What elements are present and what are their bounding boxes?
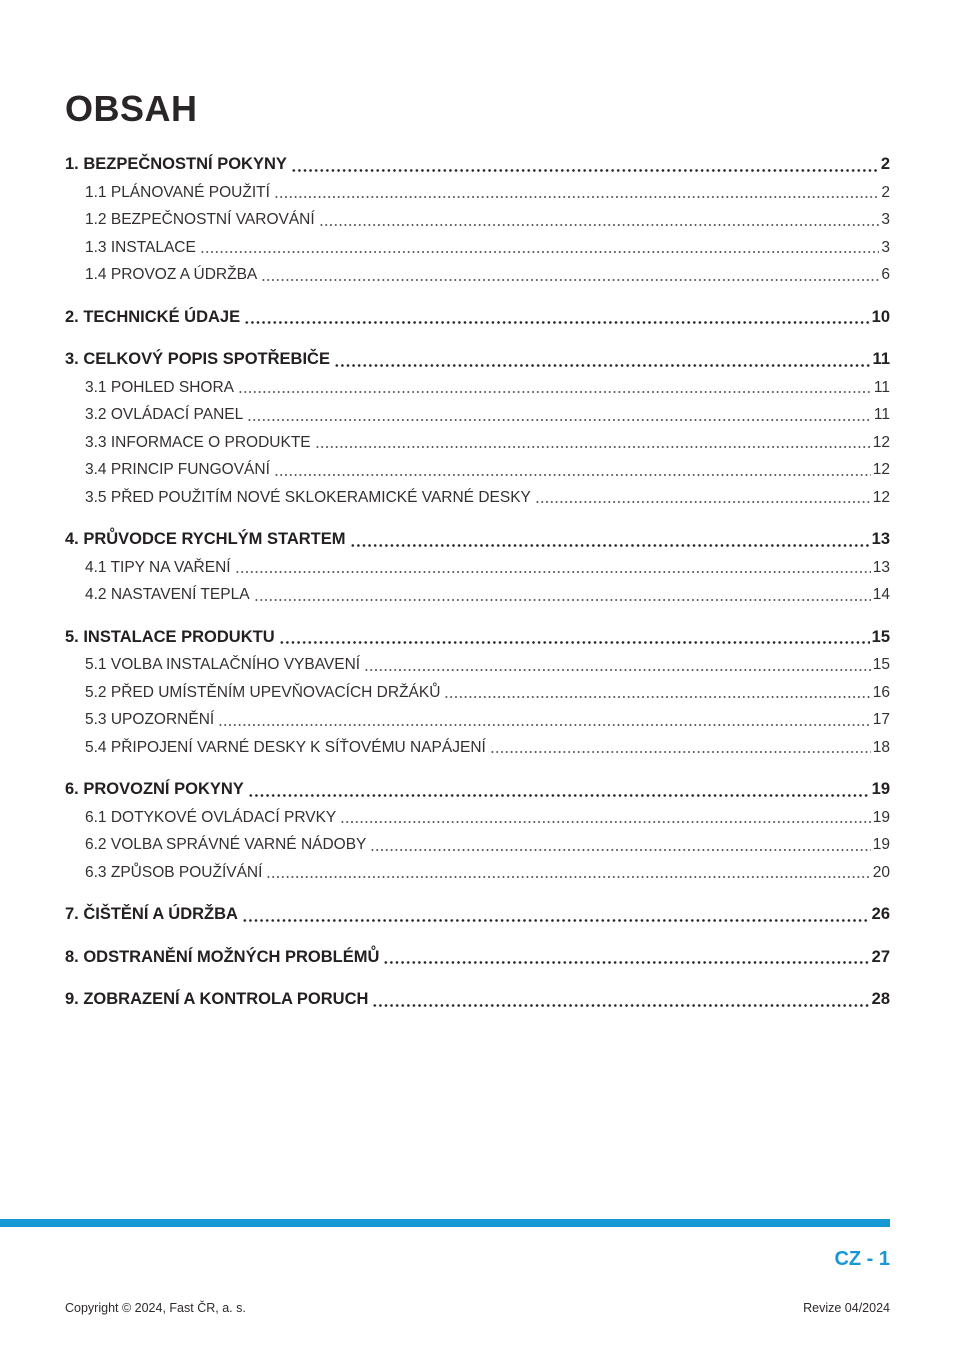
toc-subentry[interactable]	[65, 456, 890, 484]
dotted-leader	[364, 651, 871, 679]
toc-subentry-page: 18	[872, 738, 890, 756]
dotted-leader	[315, 429, 871, 457]
toc-subentry-label: 4.2 NASTAVENÍ TEPLA	[85, 586, 250, 603]
toc-subentry-label: 3.4 PRINCIP FUNGOVÁNÍ	[85, 461, 270, 478]
toc-subentry-page: 6	[881, 266, 890, 283]
toc-entry[interactable]	[65, 526, 890, 554]
toc-subentry-page: 11	[873, 406, 890, 423]
dotted-leader	[535, 484, 871, 512]
toc-subentry-page: 19	[872, 836, 890, 853]
toc-subentry[interactable]	[65, 429, 890, 457]
toc-entry-label: 8. ODSTRANĚNÍ MOŽNÝCH PROBLÉMŮ	[65, 947, 380, 966]
dotted-leader	[279, 624, 870, 652]
toc-subentry-page: 11	[873, 378, 890, 396]
toc-entry[interactable]	[65, 346, 890, 374]
dotted-leader	[340, 804, 871, 832]
toc-subentry[interactable]	[65, 804, 890, 832]
toc-subentry[interactable]	[65, 484, 890, 512]
copyright-text: Copyright © 2024, Fast ČR, a. s.	[65, 1301, 246, 1315]
toc-entry-label: 3. CELKOVÝ POPIS SPOTŘEBIČE	[65, 350, 330, 368]
toc-section-group	[65, 304, 890, 332]
toc-subentry-label: 6.1 DOTYKOVÉ OVLÁDACÍ PRVKY	[85, 808, 337, 826]
toc-subentry-label: 6.3 ZPŮSOB POUŽÍVÁNÍ	[85, 863, 263, 881]
toc-subentry-page: 16	[872, 683, 890, 701]
toc-entry-label: 1. BEZPEČNOSTNÍ POKYNY	[65, 155, 287, 173]
dotted-leader	[490, 734, 871, 762]
toc-subentry[interactable]	[65, 831, 890, 859]
dotted-leader	[235, 554, 871, 582]
toc-entry-label: 9. ZOBRAZENÍ A KONTROLA PORUCH	[65, 990, 369, 1008]
toc-section-group	[65, 526, 890, 609]
toc-section-group	[65, 944, 890, 972]
toc-subentry[interactable]	[65, 734, 890, 762]
toc-subentry-page: 3	[881, 211, 890, 228]
dotted-leader	[274, 456, 871, 484]
toc-section-group	[65, 151, 890, 289]
dotted-leader	[274, 179, 879, 207]
page-title: OBSAH	[65, 88, 198, 129]
toc-subentry-label: 1.4 PROVOZ A ÚDRŽBA	[85, 266, 258, 283]
toc-subentry[interactable]	[65, 179, 890, 207]
toc-subentry-page: 19	[872, 808, 890, 826]
dotted-leader	[266, 859, 870, 887]
toc-subentry[interactable]	[65, 554, 890, 582]
toc-subentry[interactable]	[65, 679, 890, 707]
toc-entry-label: 7. ČIŠTĚNÍ A ÚDRŽBA	[65, 905, 238, 923]
toc-subentry-page: 20	[872, 863, 890, 881]
toc-subentry-label: 3.5 PŘED POUŽITÍM NOVÉ SKLOKERAMICKÉ VARNÉ DESKY	[85, 488, 531, 506]
footer-accent-bar	[0, 1219, 890, 1227]
dotted-leader	[350, 526, 870, 554]
page-number-label: CZ - 1	[834, 1248, 890, 1270]
toc-subentries	[65, 374, 890, 512]
toc-entry[interactable]	[65, 944, 890, 972]
dotted-leader	[238, 374, 872, 402]
toc-section-group	[65, 624, 890, 762]
dotted-leader	[244, 304, 870, 332]
toc-entry[interactable]	[65, 624, 890, 652]
toc-entry-page: 10	[871, 307, 890, 326]
toc-subentry-label: 3.2 OVLÁDACÍ PANEL	[85, 406, 244, 423]
toc-section-group	[65, 346, 890, 511]
dotted-leader	[247, 401, 872, 429]
toc-subentry[interactable]	[65, 651, 890, 679]
toc-entry-page: 19	[871, 780, 890, 798]
toc-subentries	[65, 804, 890, 887]
dotted-leader	[370, 831, 870, 859]
toc-subentry-label: 1.3 INSTALACE	[85, 238, 196, 256]
dotted-leader	[444, 679, 870, 707]
toc-entry[interactable]	[65, 151, 890, 179]
dotted-leader	[248, 776, 870, 804]
toc-section-group	[65, 901, 890, 929]
toc-subentry-page: 12	[872, 461, 890, 478]
toc-subentry-label: 3.3 INFORMACE O PRODUKTE	[85, 433, 311, 451]
toc-entry-page: 2	[880, 155, 890, 173]
dotted-leader	[261, 261, 879, 289]
toc-subentry[interactable]	[65, 859, 890, 887]
dotted-leader	[334, 346, 871, 374]
toc-entry-label: 6. PROVOZNÍ POKYNY	[65, 780, 244, 798]
toc-subentry[interactable]	[65, 374, 890, 402]
toc-subentry-page: 2	[881, 183, 890, 201]
toc-subentry[interactable]	[65, 206, 890, 234]
toc-subentry-page: 17	[872, 711, 890, 728]
toc-entry-label: 5. INSTALACE PRODUKTU	[65, 627, 275, 646]
footer	[65, 1301, 890, 1315]
toc-subentry-label: 5.1 VOLBA INSTALAČNÍHO VYBAVENÍ	[85, 656, 361, 673]
dotted-leader	[242, 901, 870, 929]
toc-entry[interactable]	[65, 776, 890, 804]
toc	[65, 151, 890, 1014]
toc-entry-page: 28	[871, 990, 890, 1008]
toc-subentry[interactable]	[65, 401, 890, 429]
toc-entry[interactable]	[65, 304, 890, 332]
revision-text: Revize 04/2024	[803, 1301, 890, 1315]
toc-subentry-label: 1.2 BEZPEČNOSTNÍ VAROVÁNÍ	[85, 211, 315, 228]
dotted-leader	[254, 581, 871, 609]
toc-subentries	[65, 554, 890, 609]
toc-section-group	[65, 986, 890, 1014]
toc-subentry-page: 12	[872, 488, 890, 506]
toc-entry-page: 27	[871, 947, 890, 966]
toc-subentry-label: 5.4 PŘIPOJENÍ VARNÉ DESKY K SÍŤOVÉMU NAPÁJENÍ	[85, 738, 486, 756]
toc-subentry-label: 5.3 UPOZORNĚNÍ	[85, 711, 215, 728]
toc-subentry-label: 6.2 VOLBA SPRÁVNÉ VARNÉ NÁDOBY	[85, 836, 367, 853]
dotted-leader	[291, 151, 879, 179]
toc-entry[interactable]	[65, 986, 890, 1014]
toc-entry-page: 13	[871, 530, 890, 548]
toc-subentry-label: 4.1 TIPY NA VAŘENÍ	[85, 558, 231, 576]
toc-subentry[interactable]	[65, 706, 890, 734]
toc-subentry[interactable]	[65, 234, 890, 262]
toc-entry-label: 2. TECHNICKÉ ÚDAJE	[65, 307, 241, 326]
toc-subentry[interactable]	[65, 261, 890, 289]
toc-entry-page: 26	[871, 905, 890, 923]
dotted-leader	[383, 944, 869, 972]
toc-subentry-label: 1.1 PLÁNOVANÉ POUŽITÍ	[85, 183, 270, 201]
toc-subentries	[65, 651, 890, 761]
toc-subentry-page: 15	[872, 656, 890, 673]
toc-entry-label: 4. PRŮVODCE RYCHLÝM STARTEM	[65, 530, 346, 548]
dotted-leader	[200, 234, 880, 262]
toc-entry-page: 11	[872, 350, 890, 368]
toc-subentries	[65, 179, 890, 289]
toc-subentry-page: 12	[872, 433, 890, 451]
toc-entry[interactable]	[65, 901, 890, 929]
toc-subentry-label: 5.2 PŘED UMÍSTĚNÍM UPEVŇOVACÍCH DRŽÁKŮ	[85, 683, 441, 701]
toc-section-group	[65, 776, 890, 886]
toc-subentry-page: 13	[872, 558, 890, 576]
dotted-leader	[218, 706, 871, 734]
dotted-leader	[372, 986, 869, 1014]
toc-entry-page: 15	[871, 627, 890, 646]
toc-subentry-label: 3.1 POHLED SHORA	[85, 378, 235, 396]
toc-subentry[interactable]	[65, 581, 890, 609]
dotted-leader	[319, 206, 880, 234]
toc-subentry-page: 3	[881, 238, 890, 256]
toc-subentry-page: 14	[872, 586, 890, 603]
